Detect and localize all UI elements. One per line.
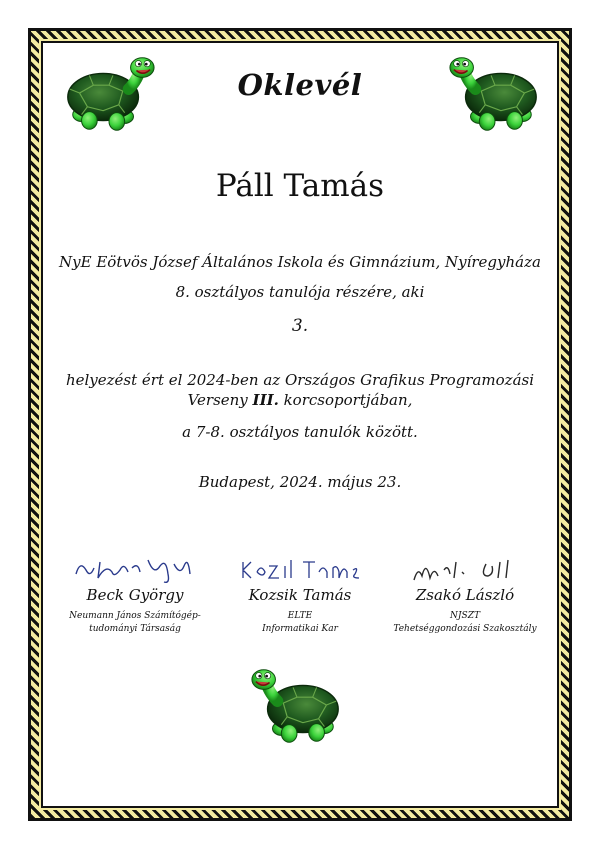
placement: 3. xyxy=(291,316,309,336)
signatory-name: Beck György xyxy=(86,586,184,604)
place-and-date: Budapest, 2024. május 23. xyxy=(198,473,402,491)
signatory-organization: Neumann János Számítógép- tudományi Társaság xyxy=(69,611,201,634)
recipient-name: Páll Tamás xyxy=(215,168,385,204)
handwritten-signature xyxy=(235,552,365,586)
signatory-name: Zsakó László xyxy=(415,586,515,604)
achievement-line-1: helyezést ért el 2024-ben az Országos Grafikus Programozási xyxy=(65,371,535,389)
achievement-line-2: Verseny III. korcsoportjában, xyxy=(187,391,413,409)
signatory-block xyxy=(40,552,230,636)
handwritten-signature xyxy=(400,552,530,586)
signatory-block xyxy=(370,552,560,636)
achievement-line-3: a 7-8. osztályos tanulók között. xyxy=(182,423,418,441)
signatory-organization: ELTE Informatikai Kar xyxy=(262,611,338,634)
handwritten-signature xyxy=(70,552,200,586)
turtle-icon xyxy=(248,664,346,750)
school-line: NyE Eötvös József Általános Iskola és Gimnázium, Nyíregyháza xyxy=(59,253,541,271)
certificate-title: Oklevél xyxy=(237,68,363,102)
signatory-organization: NJSZT Tehetséggondozási Szakosztály xyxy=(393,611,537,634)
signatory-name: Kozsik Tamás xyxy=(248,586,352,604)
signatory-block xyxy=(205,552,395,636)
grade-line: 8. osztályos tanulója részére, aki xyxy=(175,283,425,301)
